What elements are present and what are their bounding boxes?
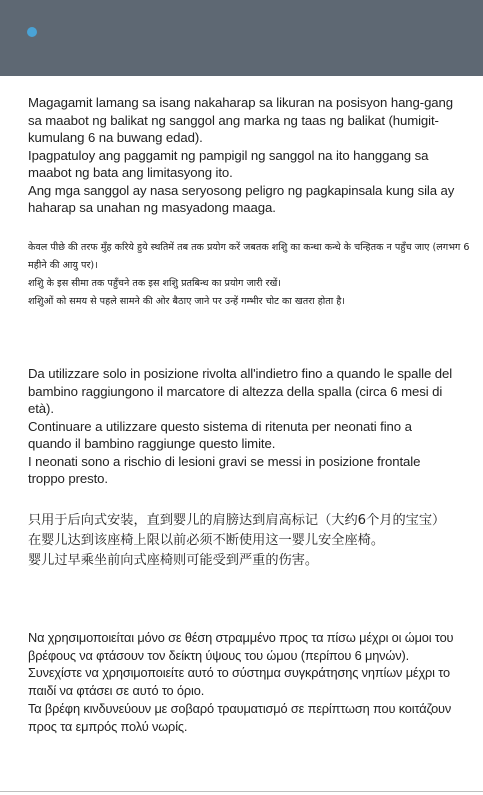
warning-greek-line-3: Τα βρέφη κινδυνεύουν με σοβαρό τραυματισμό σε περίπτωση που κοιτάζουν προς τα εμπρός πολύ νωρίς.: [28, 700, 452, 734]
warning-chinese-line-2: 在婴儿达到该座椅上限以前必须不断使用这一婴儿安全座椅。: [28, 533, 385, 548]
warning-hindi-line-2: शशुि के इस सीमा तक पहुँचने तक इस शशुि प्रतबिन्ध का प्रयोग जारी रखें।: [28, 278, 281, 289]
warning-hindi: [28, 239, 476, 311]
bottom-divider: [0, 791, 483, 792]
warning-italian-line-2: Continuare a utilizzare questo sistema di ritenuta per neonati fino a quando il bambino raggiunge questo limite.: [28, 418, 412, 451]
warning-tagalog: [28, 94, 468, 217]
warning-tagalog-line-1: Magagamit lamang sa isang nakaharap sa likuran na posisyon hang-gang sa maabot ng balikat ng sanggol ang marka ng taas ng balikat (humigit-kumulang 6 na buwang edad).: [28, 95, 454, 145]
warning-greek-line-1: Να χρησιμοποιείται μόνο σε θέση στραμμένο προς τα πίσω μέχρι οι ώμοι του βρέφους να φτάσουν τον δείκτη ύψους του ώμου (περίπου 6 μηνών).: [28, 630, 454, 663]
warning-greek: [28, 629, 478, 735]
warning-chinese-line-3: 婴儿过早乘坐前向式座椅则可能受到严重的伤害。: [28, 553, 319, 568]
warning-greek-line-2: Συνεχίστε να χρησιμοποιείτε αυτό το σύστημα συγκράτησης νηπίων μέχρι το παιδί να φτάσει σε αυτό το όριο.: [28, 665, 450, 699]
warning-hindi-line-3: शशुिओं को समय से पहले सामने की ओर बैठाए जाने पर उन्हें गम्भीर चोट का खतरा होता है।: [28, 296, 346, 307]
warning-tagalog-line-3: Ang mga sanggol ay nasa seryosong peligro ng pagkapinsala kung sila ay haharap sa unahan ng masyadong maaga.: [28, 182, 455, 215]
warning-chinese: [28, 511, 453, 571]
warning-chinese-line-1: 只用于后向式安装，直到婴儿的肩膀达到肩高标记（大约6个月的宝宝）: [28, 513, 446, 528]
header-dot-icon: [27, 27, 37, 37]
warning-tagalog-line-2: Ipagpatuloy ang paggamit ng pampigil ng sanggol na ito hanggang sa maabot ng bata ang limitasyong ito.: [28, 147, 429, 180]
warning-italian: [28, 365, 458, 488]
header-band: [0, 0, 483, 76]
warning-hindi-line-1: केवल पीछे की तरफ मुँह करिये हुये स्थतिमें तब तक प्रयोग करें जबतक शशुि का कन्धा कन्धे के चन्हितक न पहुँच जाए (लगभग 6 महीने की आयु पर)।: [28, 242, 470, 271]
warning-italian-line-3: I neonati sono a rischio di lesioni gravi se messi in posizione frontale troppo presto.: [28, 453, 421, 486]
warning-italian-line-1: Da utilizzare solo in posizione rivolta all'indietro fino a quando le spalle del bambino raggiungono il marcatore di altezza della spalla (circa 6 mesi di età).: [28, 366, 453, 416]
